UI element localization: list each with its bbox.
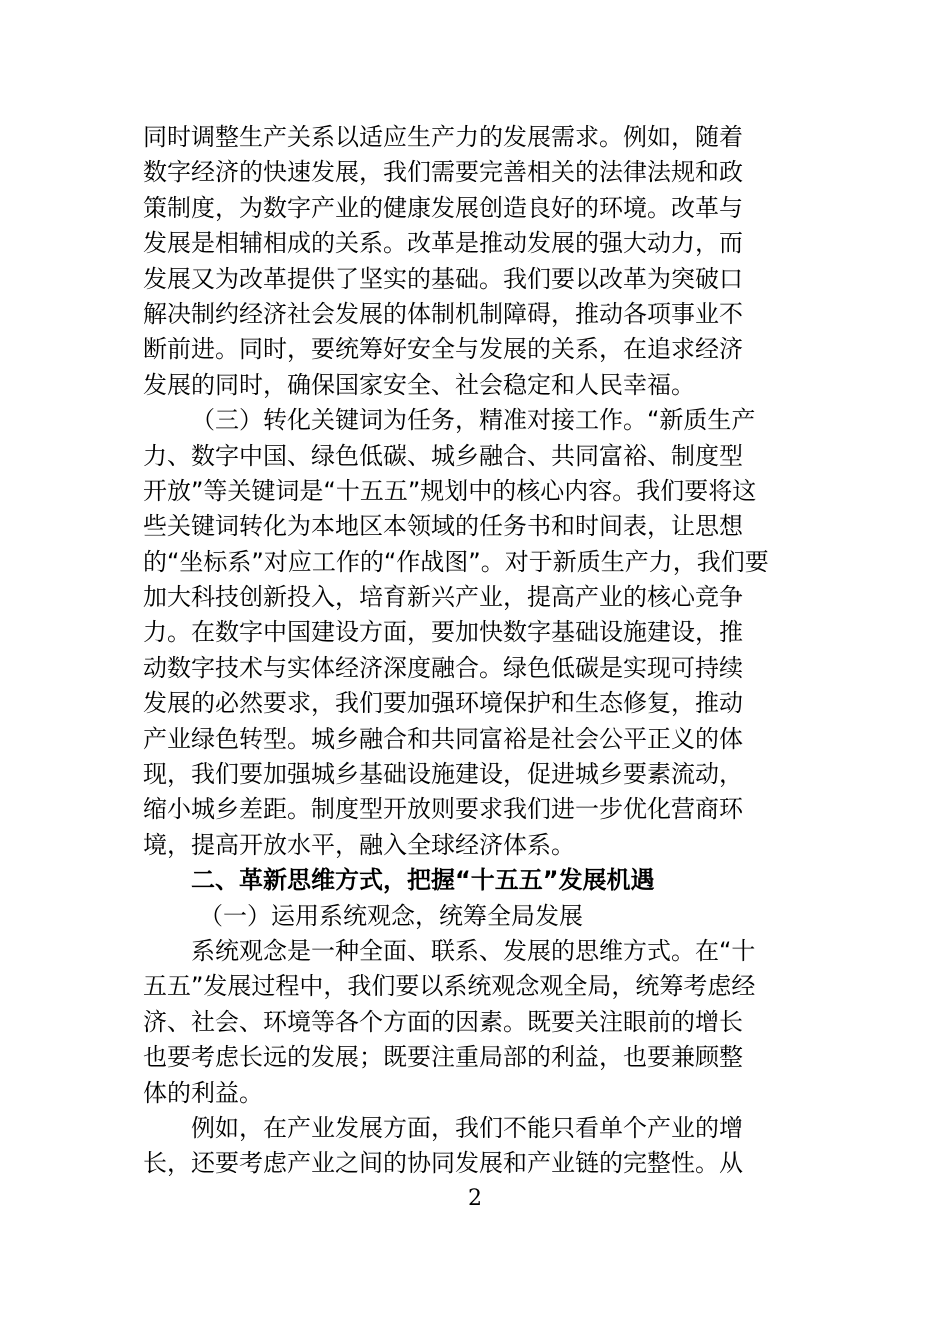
text-line: 济、社会、环境等各个方面的因素。既要关注眼前的增长 xyxy=(143,1007,743,1036)
text-line: 动数字技术与实体经济深度融合。绿色低碳是实现可持续 xyxy=(143,653,743,682)
text-line: 力。在数字中国建设方面，要加快数字基础设施建设，推 xyxy=(143,618,743,647)
text-line: 发展的必然要求，我们要加强环境保护和生态修复，推动 xyxy=(143,689,743,718)
text-line: 发展又为改革提供了坚实的基础。我们要以改革为突破口 xyxy=(143,264,743,293)
text-line: 发展是相辅相成的关系。改革是推动发展的强大动力，而 xyxy=(143,229,743,258)
text-line: 缩小城乡差距。制度型开放则要求我们进一步优化营商环 xyxy=(143,795,743,824)
text-line: 解决制约经济社会发展的体制机制障碍，推动各项事业不 xyxy=(143,299,743,328)
section-heading: 二、革新思维方式，把握“十五五”发展机遇 xyxy=(191,866,655,895)
text-line: 产业绿色转型。城乡融合和共同富裕是社会公平正义的体 xyxy=(143,724,743,753)
text-line: 力、数字中国、绿色低碳、城乡融合、共同富裕、制度型 xyxy=(143,441,743,470)
text-line: 同时调整生产关系以适应生产力的发展需求。例如，随着 xyxy=(143,123,743,151)
text-line: 发展的同时，确保国家安全、社会稳定和人民幸福。 xyxy=(143,370,695,399)
text-line: 体的利益。 xyxy=(143,1078,263,1107)
text-line: 数字经济的快速发展，我们需要完善相关的法律法规和政 xyxy=(143,158,743,187)
paragraph-first-line: 例如，在产业发展方面，我们不能只看单个产业的增 xyxy=(191,1113,743,1142)
body-text xyxy=(143,120,813,1182)
subsection-heading: （一）运用系统观念，统筹全局发展 xyxy=(199,901,583,930)
text-line: 策制度，为数字产业的健康发展创造良好的环境。改革与 xyxy=(143,193,743,222)
text-line: 加大科技创新投入，培育新兴产业，提高产业的核心竞争 xyxy=(143,583,743,612)
text-line: 断前进。同时，要统筹好安全与发展的关系，在追求经济 xyxy=(143,335,743,364)
page-number: 2 xyxy=(468,1186,482,1211)
subsection-heading-line: （三）转化关键词为任务，精准对接工作。“新质生产 xyxy=(191,406,756,435)
text-line: 些关键词转化为本地区本领域的任务书和时间表，让思想 xyxy=(143,512,743,541)
text-line: 开放”等关键词是“十五五”规划中的核心内容。我们要将这 xyxy=(143,476,757,505)
text-line: 境，提高开放水平，融入全球经济体系。 xyxy=(143,830,575,859)
text-line: 五五”发展过程中，我们要以系统观念观全局，统筹考虑经 xyxy=(143,972,756,1001)
text-line: 长，还要考虑产业之间的协同发展和产业链的完整性。从 xyxy=(143,1149,743,1178)
text-line: 的“坐标系”对应工作的“作战图”。对于新质生产力，我们要 xyxy=(143,547,769,576)
paragraph-first-line: 系统观念是一种全面、联系、发展的思维方式。在“十 xyxy=(191,936,756,965)
text-line: 也要考虑长远的发展；既要注重局部的利益，也要兼顾整 xyxy=(143,1043,743,1072)
text-line: 现，我们要加强城乡基础设施建设，促进城乡要素流动， xyxy=(143,760,743,789)
